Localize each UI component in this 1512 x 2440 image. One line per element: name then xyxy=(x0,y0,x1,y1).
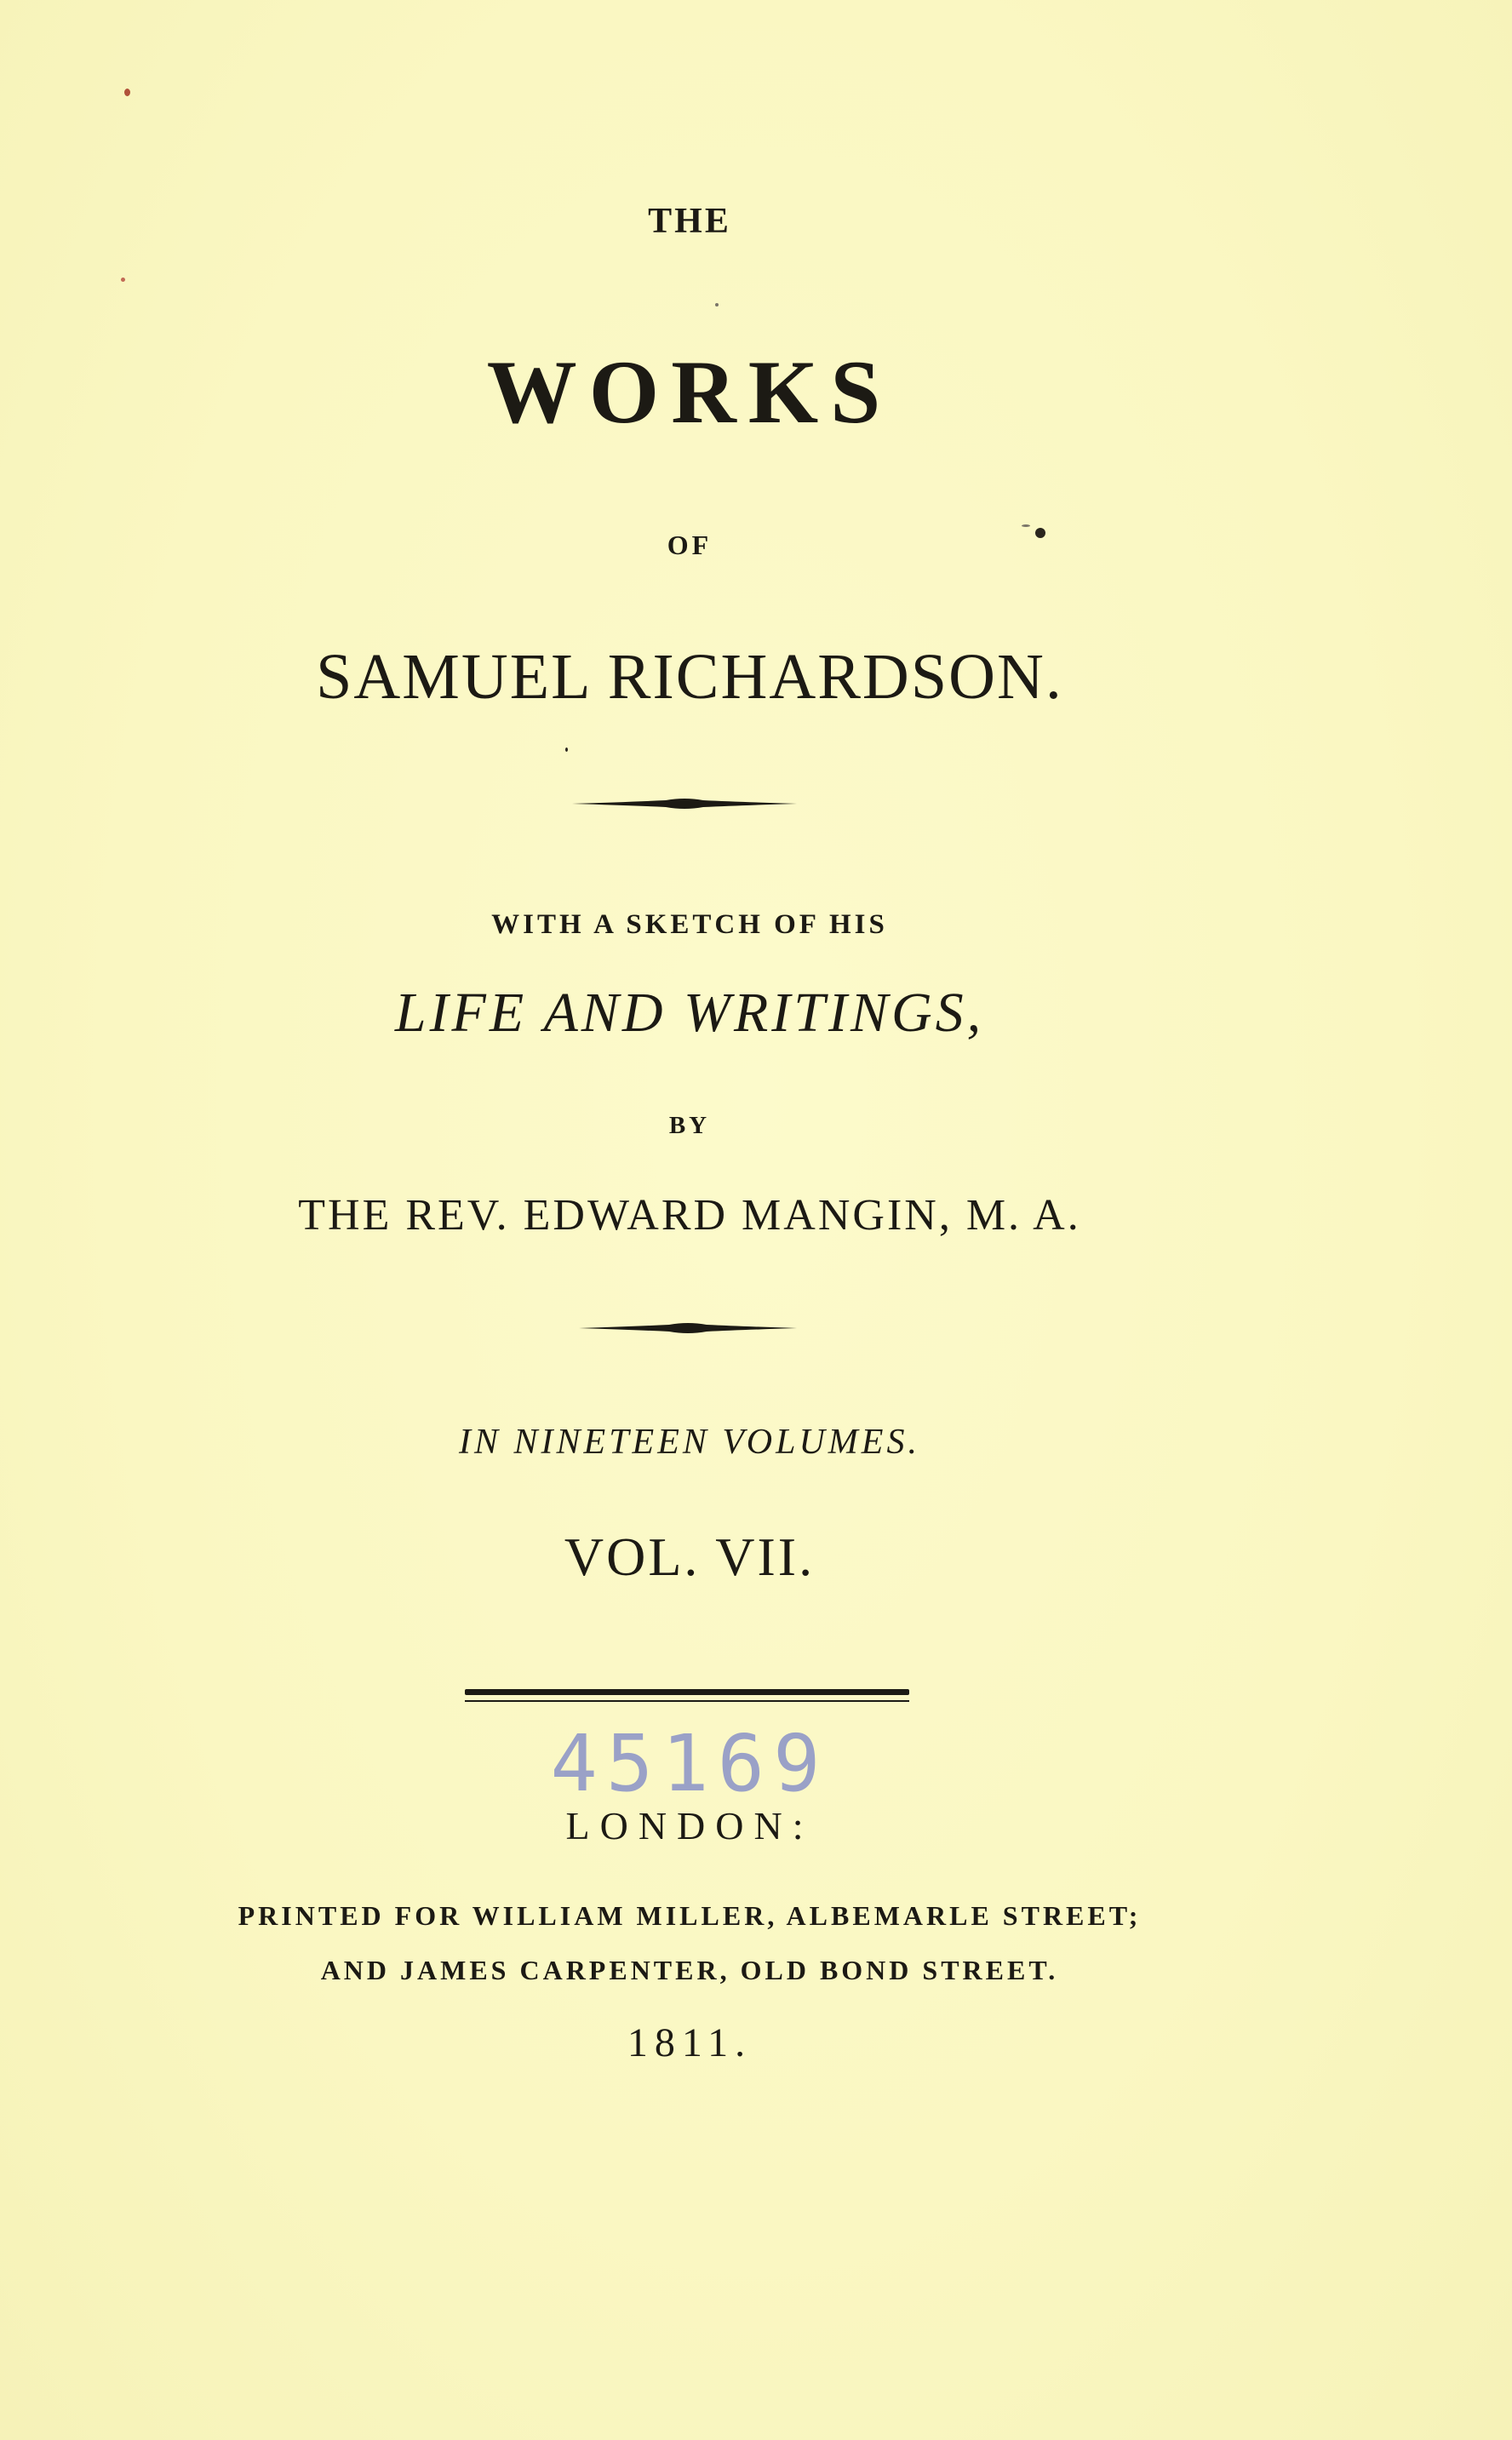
by-line: BY xyxy=(668,1112,711,1139)
volume-number: VOL. VII. xyxy=(564,1526,816,1587)
author-name: SAMUEL RICHARDSON. xyxy=(316,641,1063,713)
imprint-place: LONDON: xyxy=(565,1804,814,1847)
life-and-writings: LIFE AND WRITINGS, xyxy=(394,982,985,1044)
imprint-printer-line-2: AND JAMES CARPENTER, OLD BOND STREET. xyxy=(320,1955,1059,1985)
library-stamp-number: 45169 xyxy=(550,1718,829,1809)
title-works: WORKS xyxy=(486,342,893,442)
editor-name: THE REV. EDWARD MANGIN, M. A. xyxy=(298,1191,1081,1240)
volume-count: IN NINETEEN VOLUMES. xyxy=(459,1423,920,1462)
paper-speck xyxy=(121,278,125,282)
paper-speck xyxy=(1035,528,1045,538)
paper-speck xyxy=(1022,524,1030,527)
imprint-printer-line-1: PRINTED FOR WILLIAM MILLER, ALBEMARLE STREET; xyxy=(238,1900,1142,1931)
paper-speck xyxy=(565,747,568,752)
paper-speck xyxy=(715,303,719,306)
sketch-line: WITH A SKETCH OF HIS xyxy=(491,909,888,940)
title-of: OF xyxy=(667,530,713,560)
title-the: THE xyxy=(648,202,731,241)
paper-speck xyxy=(124,89,130,96)
imprint-year: 1811. xyxy=(627,2020,753,2065)
double-rule xyxy=(465,1689,909,1702)
ornamental-rule-middle xyxy=(579,1318,797,1338)
ornamental-rule-top xyxy=(572,793,797,814)
